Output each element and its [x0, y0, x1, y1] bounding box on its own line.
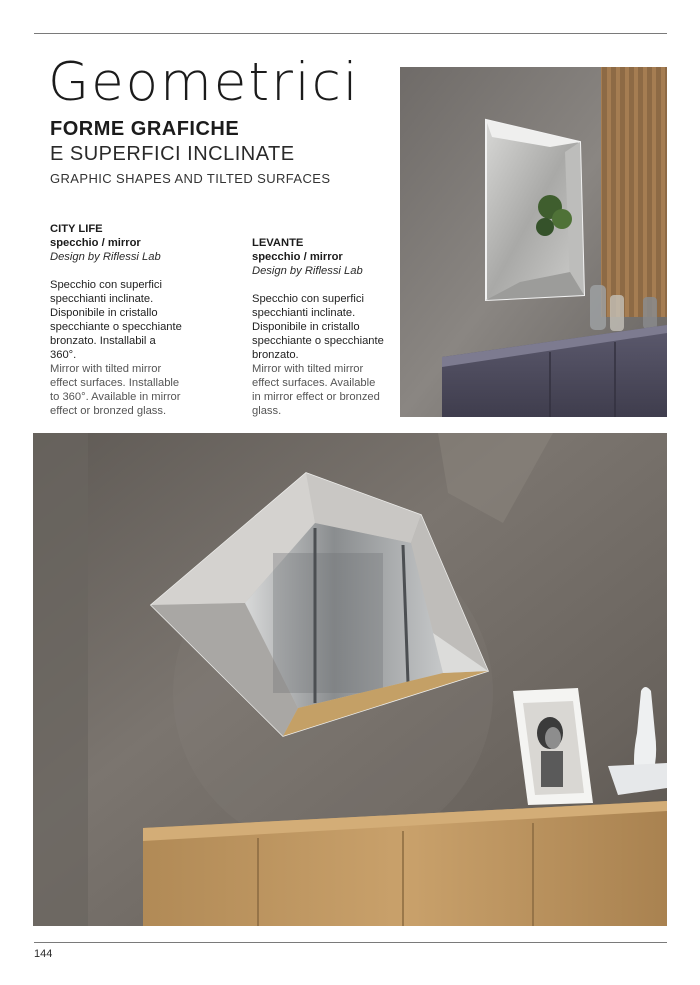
levante-mirror-photo [400, 67, 667, 417]
subtitle-english: GRAPHIC SHAPES AND TILTED SURFACES [50, 171, 331, 186]
top-rule [34, 33, 667, 34]
product-name: LEVANTE [252, 237, 304, 249]
product-name: CITY LIFE [50, 223, 103, 235]
bottom-rule [34, 942, 667, 943]
product-description-en [50, 362, 200, 418]
city-life-mirror-photo [33, 433, 667, 926]
desc-line: Specchio con superfici [50, 279, 162, 291]
product-designer: Design by Riflessi Lab [252, 265, 363, 277]
desc-line: specchiante o specchiante [50, 321, 182, 333]
page-number: 144 [34, 948, 53, 960]
desc-line: to 360°. Available in mirror [50, 391, 181, 403]
desc-line: bronzato. Installabil a [50, 335, 156, 347]
desc-line: Mirror with tilted mirror [252, 363, 364, 375]
page-title: Geometrici [48, 52, 360, 113]
product-description-en [252, 362, 402, 418]
subtitle-bold: FORME GRAFICHE [50, 118, 240, 140]
desc-line: Mirror with tilted mirror [50, 363, 162, 375]
desc-line: specchianti inclinate. [252, 307, 356, 319]
desc-line: bronzato. [252, 349, 299, 361]
desc-line: effect surfaces. Available [252, 377, 376, 389]
desc-line: Specchio con superfici [252, 293, 364, 305]
desc-line: effect or bronzed glass. [50, 405, 167, 417]
product-type: specchio / mirror [252, 251, 343, 263]
desc-line: effect surfaces. Installable [50, 377, 180, 389]
subtitle-light: E SUPERFICI INCLINATE [50, 143, 295, 165]
product-description-it [252, 292, 402, 362]
desc-line: in mirror effect or bronzed [252, 391, 380, 403]
product-city-life [50, 222, 200, 418]
desc-line: specchianti inclinate. [50, 293, 154, 305]
product-description-it [50, 278, 200, 362]
desc-line: Disponibile in cristallo [50, 307, 158, 319]
product-type: specchio / mirror [50, 237, 141, 249]
desc-line: glass. [252, 405, 282, 417]
desc-line: 360°. [50, 349, 77, 361]
desc-line: Disponibile in cristallo [252, 321, 360, 333]
product-levante [252, 236, 402, 418]
product-designer: Design by Riflessi Lab [50, 251, 161, 263]
desc-line: specchiante o specchiante [252, 335, 384, 347]
